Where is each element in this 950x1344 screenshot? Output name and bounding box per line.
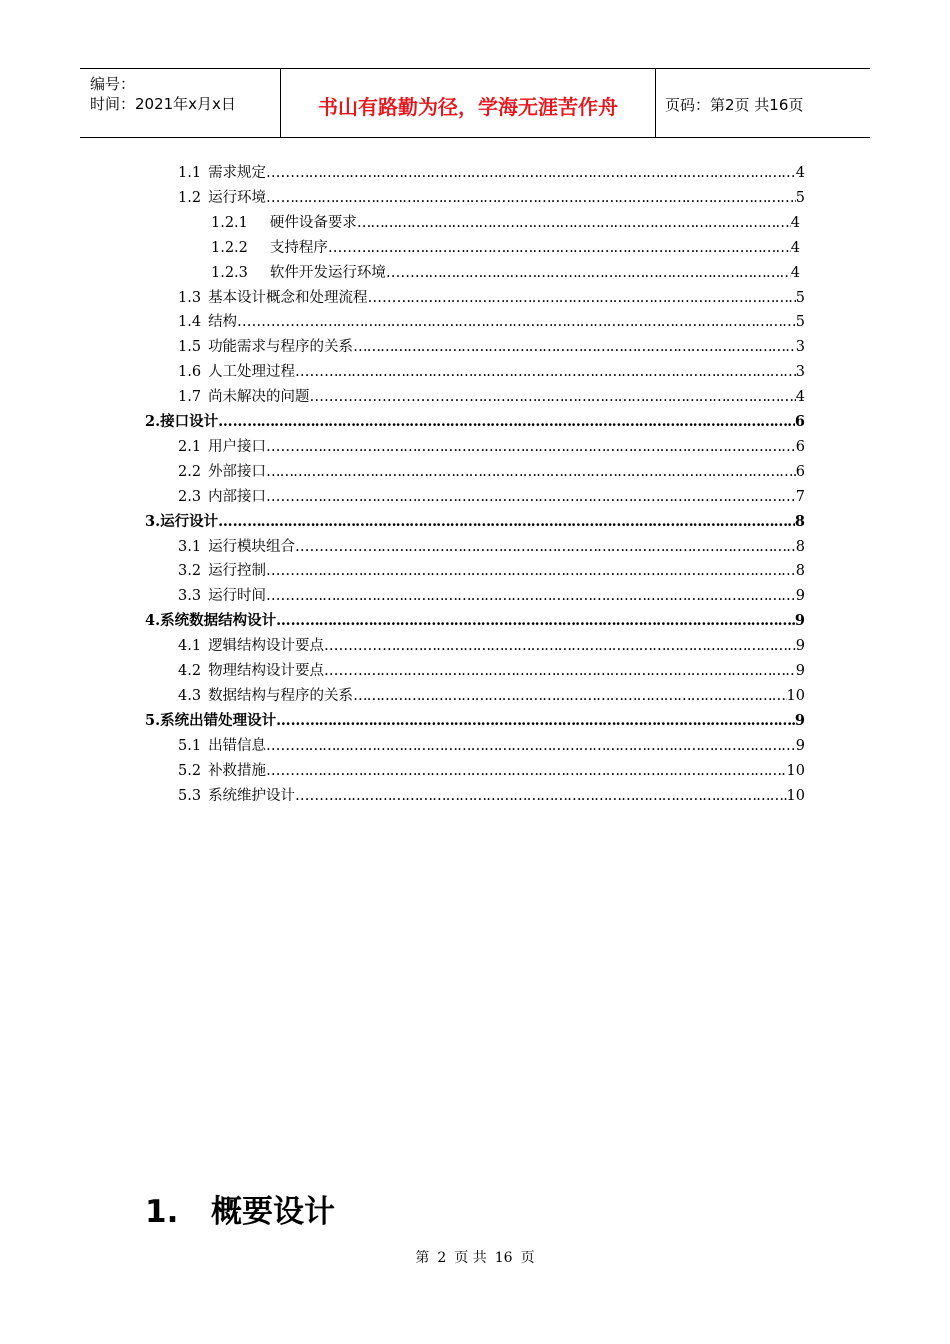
toc-leader-dots <box>368 536 796 558</box>
toc-entry-page: 4 <box>790 214 800 231</box>
toc-leader-dots <box>305 710 795 732</box>
footer-mid: 页 共 <box>454 1250 487 1266</box>
toc-entry-number: 1.5 <box>178 339 202 356</box>
toc-leader-dots <box>305 610 795 632</box>
toc-leader-dots <box>357 237 791 259</box>
toc-entry-page: 9 <box>795 588 805 605</box>
toc-entry-page: 8 <box>794 512 805 530</box>
toc-leader-dots <box>295 162 796 184</box>
toc-entry-number: 4.1 <box>178 638 202 655</box>
toc-entry-page: 5 <box>795 189 805 206</box>
toc-entry[interactable] <box>145 511 805 533</box>
toc-spacer <box>201 386 208 408</box>
toc-entry[interactable] <box>145 610 805 632</box>
toc-entry-title: 接口设计…… <box>160 413 248 430</box>
toc-entry[interactable] <box>178 386 805 408</box>
toc-spacer <box>201 536 208 558</box>
toc-entry-page: 7 <box>795 488 805 505</box>
footer-prefix: 第 <box>415 1250 430 1266</box>
toc-entry-page: 6 <box>795 463 805 480</box>
toc-entry-number: 4.2 <box>178 663 202 679</box>
toc-entry-page: 9 <box>794 711 805 729</box>
toc-entry[interactable] <box>178 336 805 358</box>
toc-entry-title: 运行设计…… <box>160 512 248 530</box>
toc-entry-title: 运行时间…… <box>208 588 296 605</box>
toc-entry-number: 1.4 <box>178 314 202 331</box>
toc-entry-title: 软件开发运行环境…… <box>269 264 415 281</box>
toc-entry[interactable] <box>178 187 805 209</box>
toc-entry[interactable] <box>178 635 805 657</box>
toc-spacer <box>201 311 208 333</box>
toc-entry[interactable] <box>145 710 805 732</box>
toc-entry-title: 人工处理过程…… <box>208 364 325 381</box>
toc-entry-title: 物理结构设计要点…… <box>208 663 354 679</box>
toc-entry-number: 2.2 <box>178 463 202 480</box>
toc-spacer <box>201 187 208 209</box>
toc-entry-number: 4. <box>145 612 161 630</box>
toc-entry[interactable] <box>178 287 805 309</box>
toc-entry-number: 1.2.1 <box>211 214 248 231</box>
toc-entry-page: 9 <box>795 638 805 655</box>
footer-total: 16 <box>494 1250 513 1266</box>
toc-leader-dots <box>266 461 796 483</box>
page-header <box>80 68 870 138</box>
toc-leader-dots <box>295 585 796 607</box>
toc-entry-number: 5.3 <box>178 787 202 804</box>
toc-spacer <box>201 336 208 358</box>
toc-entry[interactable] <box>211 212 800 234</box>
page-info: 页码：第2页 共16页 <box>665 96 804 114</box>
section-title: 概要设计 <box>211 1194 335 1230</box>
toc-entry-page: 9 <box>795 737 805 754</box>
toc-entry-title: 外部接口 <box>208 463 267 480</box>
toc-spacer <box>201 486 208 508</box>
toc-entry[interactable] <box>178 785 805 807</box>
toc-spacer <box>248 262 270 284</box>
toc-leader-dots <box>247 411 795 433</box>
toc-entry-number: 3.1 <box>178 538 202 555</box>
toc-entry-title: 逻辑结构设计要点………… <box>208 638 383 655</box>
toc-entry-number: 5. <box>145 711 161 729</box>
toc-entry-page: 5 <box>795 314 805 331</box>
toc-entry-title: 用户接口…… <box>208 438 296 455</box>
toc-spacer <box>201 560 208 582</box>
toc-leader-dots <box>310 311 796 333</box>
toc-entry-number: 3. <box>145 512 161 530</box>
toc-entry-number: 2. <box>145 413 161 430</box>
toc-entry-title: 基本设计概念和处理流程…… <box>208 289 397 306</box>
page-footer <box>0 1247 950 1267</box>
toc-leader-dots <box>397 287 796 309</box>
toc-leader-dots <box>357 212 791 234</box>
toc-spacer <box>248 237 270 259</box>
toc-entry[interactable] <box>178 361 805 383</box>
toc-entry-number: 3.3 <box>178 588 202 605</box>
toc-entry[interactable] <box>178 162 805 184</box>
footer-page: 2 <box>437 1250 447 1266</box>
toc-entry-title: 系统维护设计…… <box>208 787 325 804</box>
toc-entry-number: 1.7 <box>178 389 202 406</box>
time-label: 时间：2021年x月x日 <box>90 95 236 113</box>
toc-entry-number: 1.6 <box>178 364 202 381</box>
toc-entry-number: 5.1 <box>178 737 202 754</box>
toc-entry-page: 8 <box>795 563 805 580</box>
toc-entry-page: 9 <box>795 663 805 679</box>
toc-leader-dots <box>415 262 791 284</box>
toc-entry-title: 数据结构与程序的关系 <box>208 687 354 704</box>
toc-entry[interactable] <box>178 536 805 558</box>
toc-entry-page: 10 <box>786 787 805 804</box>
section-number: 1. <box>145 1194 179 1230</box>
toc-entry-title: 功能需求与程序的关系 <box>208 339 354 356</box>
toc-entry[interactable] <box>178 585 805 607</box>
toc-leader-dots <box>353 336 796 358</box>
toc-leader-dots <box>324 785 786 807</box>
toc-entry-number: 5.2 <box>178 762 202 779</box>
toc-spacer <box>201 685 208 707</box>
toc-entry-title: 出错信息…… <box>208 737 296 754</box>
toc-entry-title: 运行控制…… <box>208 563 296 580</box>
toc-leader-dots <box>353 685 786 707</box>
toc-entry-number: 1.3 <box>178 289 202 306</box>
toc-entry-title: 硬件设备要求 <box>269 214 357 231</box>
toc-entry-number: 2.1 <box>178 438 202 455</box>
toc-entry-page: 8 <box>795 538 805 555</box>
toc-spacer <box>201 461 208 483</box>
header-meta-cell <box>80 69 280 137</box>
toc-entry[interactable] <box>178 760 805 782</box>
toc-leader-dots <box>295 735 796 757</box>
toc-entry-title: 内部接口…… <box>208 488 296 505</box>
toc-entry[interactable] <box>145 411 805 433</box>
toc-spacer <box>201 660 208 682</box>
toc-entry-page: 10 <box>786 762 805 779</box>
toc-entry[interactable] <box>178 311 805 333</box>
toc-entry-title: 系统出错处理设计…… <box>160 711 306 729</box>
toc-entry-page: 4 <box>790 239 800 256</box>
toc-entry[interactable] <box>178 436 805 458</box>
toc-spacer <box>201 735 208 757</box>
toc-entry-number: 1.2.2 <box>211 239 248 256</box>
toc-entry-page: 5 <box>795 289 805 306</box>
toc-entry[interactable] <box>211 237 800 259</box>
toc-spacer <box>201 585 208 607</box>
header-motto-cell <box>280 69 656 137</box>
toc-spacer <box>201 162 208 184</box>
toc-entry-page: 3 <box>795 364 805 381</box>
toc-entry-number: 1.1 <box>178 165 202 181</box>
toc-spacer <box>248 212 270 234</box>
toc-entry-page: 6 <box>795 438 805 455</box>
header-page-cell <box>655 69 870 137</box>
toc-entry-number: 1.2.3 <box>211 264 248 281</box>
toc-entry[interactable] <box>178 486 805 508</box>
code-label: 编号： <box>90 75 136 93</box>
toc-entry[interactable] <box>178 560 805 582</box>
toc-leader-dots <box>281 187 796 209</box>
toc-entry[interactable] <box>178 461 805 483</box>
footer-suffix: 页 <box>520 1250 535 1266</box>
toc-spacer <box>201 760 208 782</box>
toc-spacer <box>201 436 208 458</box>
toc-spacer <box>201 785 208 807</box>
toc-entry-number: 1.2 <box>178 189 202 206</box>
toc-entry[interactable] <box>178 735 805 757</box>
toc-leader-dots <box>324 361 796 383</box>
toc-entry-title: 需求规定…… <box>208 165 296 181</box>
toc-entry-title: 运行模块组合…………… <box>208 538 368 555</box>
toc-entry-title: 补救措施…… <box>208 762 296 779</box>
toc-entry-title: 结构…………… <box>208 314 310 331</box>
toc-leader-dots <box>295 486 796 508</box>
toc-entry-number: 3.2 <box>178 563 202 580</box>
section-heading <box>145 1186 335 1231</box>
toc-entry-page: 6 <box>794 413 805 430</box>
toc-entry-number: 4.3 <box>178 687 202 704</box>
toc-entry-page: 4 <box>795 165 805 181</box>
toc-entry-page: 9 <box>794 612 805 630</box>
toc-spacer <box>201 361 208 383</box>
toc-leader-dots <box>295 436 796 458</box>
toc-leader-dots <box>469 386 796 408</box>
toc-spacer <box>201 635 208 657</box>
toc-entry-title: 运行环境… <box>208 189 281 206</box>
toc-entry-page: 4 <box>790 264 800 281</box>
toc-entry-title: 尚未解决的问题…………………………… <box>208 389 470 406</box>
toc-entry-title: 系统数据结构设计…… <box>160 612 306 630</box>
toc-entry-title: 支持程序…… <box>269 239 357 256</box>
toc-entry-page: 4 <box>795 389 805 406</box>
toc-spacer <box>201 287 208 309</box>
toc-leader-dots <box>247 511 795 533</box>
toc-leader-dots <box>295 560 796 582</box>
motto-text: 书山有路勤为径，学海无涯苦作舟 <box>318 95 618 119</box>
toc-entry[interactable] <box>211 262 800 284</box>
toc-entry-page: 10 <box>786 687 805 704</box>
toc-leader-dots <box>295 760 786 782</box>
toc-entry-page: 3 <box>795 339 805 356</box>
toc-entry[interactable] <box>178 685 805 707</box>
toc-entry[interactable] <box>178 660 805 682</box>
toc-leader-dots <box>353 660 796 682</box>
toc-leader-dots <box>382 635 796 657</box>
toc-entry-number: 2.3 <box>178 488 202 505</box>
